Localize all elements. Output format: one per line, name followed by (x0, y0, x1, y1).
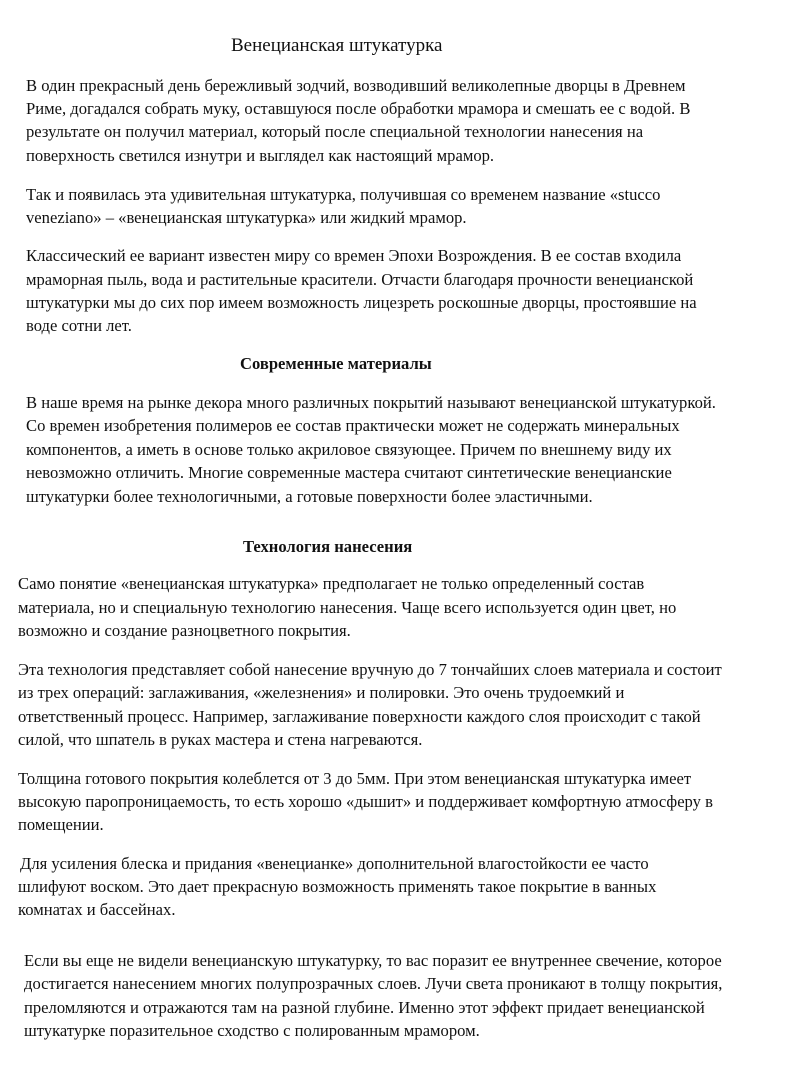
text-line: В наше время на рынке декора много различных покрытий называют венецианской штукатуркой. (26, 393, 716, 412)
text-line: компонентов, а иметь в основе только акриловое связующее. Причем по внешнему виду их (26, 440, 672, 459)
text-line: штукатурке поразительное сходство с полированным мрамором. (24, 1021, 480, 1040)
text-line: В один прекрасный день бережливый зодчий, возводивший великолепные дворцы в Древнем (26, 76, 686, 95)
text-line: Для усиления блеска и придания «венецианке» дополнительной влагостойкости ее часто (20, 854, 649, 873)
text-line: достигается нанесением многих полупрозрачных слоев. Лучи света проникают в толщу покрытия, (24, 974, 723, 993)
page-title: Венецианская штукатурка (231, 35, 443, 56)
text-line: поверхность светился изнутри и выглядел как настоящий мрамор. (26, 146, 495, 165)
text-line: Так и появилась эта удивительная штукатурка, получившая со временем название «stucco (26, 185, 661, 204)
text-line: Если вы еще не видели венецианскую штукатурку, то вас поразит ее внутреннее свечение, которое (24, 951, 722, 970)
text-line: Толщина готового покрытия колеблется от 3 до 5мм. При этом венецианская штукатурка имеет (18, 769, 692, 788)
text-line: высокую паропроницаемость, то есть хорошо «дышит» и поддерживает комфортную атмосферу в (18, 792, 713, 811)
text-line: помещении. (18, 815, 104, 834)
text-line: результате он получил материал, который после специальной технологии нанесения на (26, 122, 644, 141)
text-line: материала, но и специальную технологию нанесения. Чаще всего используется один цвет, но (18, 598, 677, 617)
section-heading: Технология нанесения (243, 537, 413, 556)
text-line: воде сотни лет. (26, 316, 132, 335)
text-line: преломляются и отражаются там на разной глубине. Именно этот эффект придает венецианской (24, 998, 705, 1017)
text-line: штукатурки более технологичными, а готовые поверхности более эластичными. (26, 487, 593, 506)
text-line: возможно и создание разноцветного покрытия. (18, 621, 351, 640)
text-line: шлифуют воском. Это дает прекрасную возможность применять такое покрытие в ванных (18, 877, 657, 896)
text-line: штукатурки мы до сих пор имеем возможность лицезреть роскошные дворцы, простоявшие на (26, 293, 697, 312)
text-line: Эта технология представляет собой нанесение вручную до 7 тончайших слоев материала и состоит (18, 660, 722, 679)
section-heading: Современные материалы (240, 354, 432, 373)
text-line: силой, что шпатель в руках мастера и стена нагреваются. (18, 730, 423, 749)
text-line: veneziano» – «венецианская штукатурка» или жидкий мрамор. (26, 208, 467, 227)
text-line: Классический ее вариант известен миру со времен Эпохи Возрождения. В ее состав входила (26, 246, 682, 265)
text-line: Со времен изобретения полимеров ее состав практически может не содержать минеральных (26, 416, 680, 435)
text-line: ответственный процесс. Например, заглаживание поверхности каждого слоя происходит с такой (18, 707, 701, 726)
text-line: Риме, догадался собрать муку, оставшуюся после обработки мрамора и смешать ее с водой. В (26, 99, 691, 118)
text-line: Само понятие «венецианская штукатурка» предполагает не только определенный состав (18, 574, 645, 593)
text-line: комнатах и бассейнах. (18, 900, 176, 919)
text-line: из трех операций: заглаживания, «железнения» и полировки. Это очень трудоемкий и (18, 683, 625, 702)
text-line: мраморная пыль, вода и растительные красители. Отчасти благодаря прочности венецианской (26, 270, 694, 289)
text-line: невозможно отличить. Многие современные мастера считают синтетические венецианские (26, 463, 672, 482)
